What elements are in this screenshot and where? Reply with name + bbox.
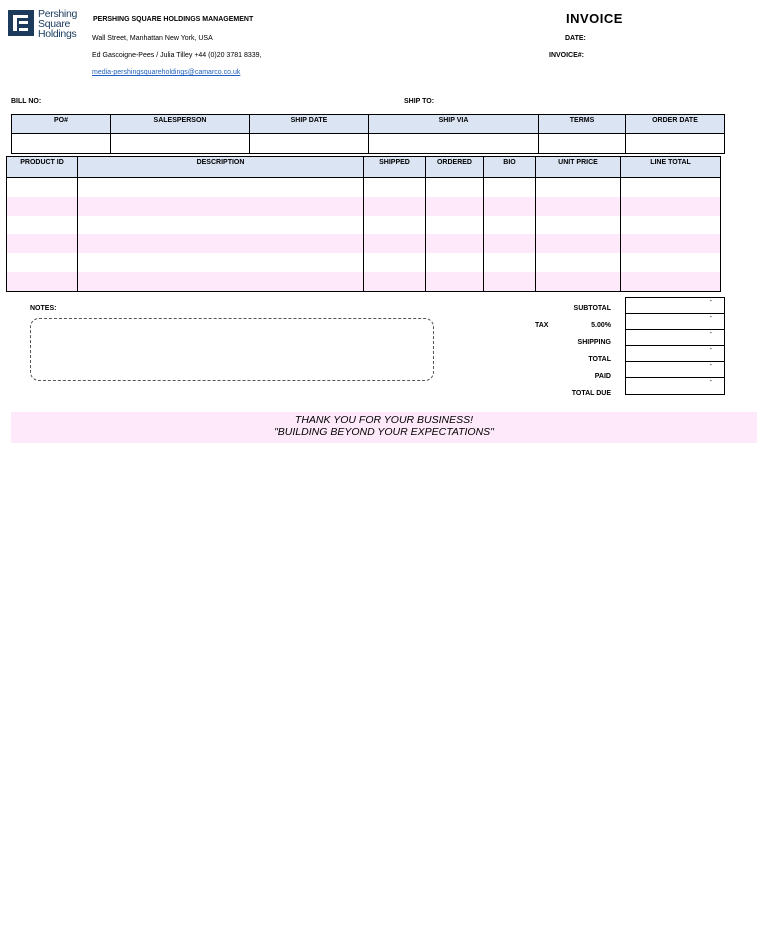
order-date-header: ORDER DATE bbox=[626, 115, 725, 134]
total-value[interactable]: - bbox=[626, 346, 724, 362]
ship-via-header: SHIP VIA bbox=[369, 115, 539, 134]
table-cell[interactable] bbox=[484, 178, 536, 197]
paid-value[interactable]: - bbox=[626, 362, 724, 378]
summary-values-box bbox=[625, 297, 725, 395]
bill-to-label: BILL NO: bbox=[11, 98, 42, 105]
subtotal-value[interactable]: - bbox=[626, 298, 724, 314]
table-cell[interactable] bbox=[7, 216, 78, 235]
salesperson-cell[interactable] bbox=[111, 134, 250, 154]
slogan-line: "BUILDING BEYOND YOUR EXPECTATIONS" bbox=[274, 426, 494, 438]
terms-header: TERMS bbox=[539, 115, 626, 134]
ship-via-cell[interactable] bbox=[369, 134, 539, 154]
table-cell[interactable] bbox=[364, 253, 426, 272]
line-total-header: LINE TOTAL bbox=[621, 157, 721, 178]
table-cell[interactable] bbox=[78, 216, 364, 235]
table-row bbox=[7, 234, 721, 253]
table-cell[interactable] bbox=[426, 234, 484, 253]
table-cell[interactable] bbox=[536, 197, 621, 216]
description-header: DESCRIPTION bbox=[78, 157, 364, 178]
thank-you-line: THANK YOU FOR YOUR BUSINESS! bbox=[294, 414, 474, 426]
table-cell[interactable] bbox=[78, 234, 364, 253]
company-address: Wall Street, Manhattan New York, USA bbox=[92, 35, 213, 42]
table-cell[interactable] bbox=[621, 178, 721, 197]
table-cell[interactable] bbox=[484, 216, 536, 235]
company-contacts: Ed Gascoigne-Pees / Julia Tilley +44 (0)20 3781 8339, bbox=[92, 52, 262, 59]
table-cell[interactable] bbox=[484, 253, 536, 272]
table-cell[interactable] bbox=[536, 216, 621, 235]
table-cell[interactable] bbox=[7, 253, 78, 272]
table-cell[interactable] bbox=[7, 178, 78, 197]
table-row bbox=[7, 178, 721, 197]
table-cell[interactable] bbox=[426, 272, 484, 291]
total-due-label: TOTAL DUE bbox=[571, 390, 611, 397]
total-due-value[interactable]: - bbox=[709, 378, 712, 385]
line-items-table bbox=[6, 156, 721, 292]
table-cell[interactable] bbox=[7, 197, 78, 216]
unit-price-header: UNIT PRICE bbox=[536, 157, 621, 178]
ship-to-label: SHIP TO: bbox=[404, 98, 435, 105]
table-cell[interactable] bbox=[621, 272, 721, 291]
shipped-header: SHIPPED bbox=[364, 157, 426, 178]
ordered-header: ORDERED bbox=[426, 157, 484, 178]
table-cell[interactable] bbox=[364, 178, 426, 197]
thank-you-banner bbox=[11, 412, 757, 443]
order-date-cell[interactable] bbox=[626, 134, 725, 154]
table-row bbox=[7, 197, 721, 216]
table-cell[interactable] bbox=[364, 272, 426, 291]
po-cell[interactable] bbox=[12, 134, 111, 154]
product-id-header: PRODUCT ID bbox=[7, 157, 78, 178]
company-name: PERSHING SQUARE HOLDINGS MANAGEMENT bbox=[93, 16, 254, 23]
table-cell[interactable] bbox=[621, 216, 721, 235]
table-cell[interactable] bbox=[536, 178, 621, 197]
terms-cell[interactable] bbox=[539, 134, 626, 154]
notes-label: NOTES: bbox=[30, 305, 57, 312]
tax-label: TAX bbox=[535, 322, 549, 329]
company-logo-text: Pershing Square Holdings bbox=[38, 8, 78, 40]
table-row bbox=[7, 216, 721, 235]
invoice-number-label: INVOICE#: bbox=[549, 52, 585, 59]
table-cell[interactable] bbox=[78, 197, 364, 216]
tax-value[interactable]: - bbox=[626, 314, 724, 330]
table-cell[interactable] bbox=[364, 216, 426, 235]
subtotal-label: SUBTOTAL bbox=[573, 305, 611, 312]
table-cell[interactable] bbox=[621, 253, 721, 272]
table-cell[interactable] bbox=[364, 234, 426, 253]
company-logo-mark bbox=[8, 10, 34, 36]
po-header: PO# bbox=[12, 115, 111, 134]
tax-rate: 5.00% bbox=[591, 322, 611, 329]
date-label: DATE: bbox=[565, 35, 586, 42]
table-cell[interactable] bbox=[78, 272, 364, 291]
table-cell[interactable] bbox=[78, 253, 364, 272]
table-cell[interactable] bbox=[426, 216, 484, 235]
table-row bbox=[7, 253, 721, 272]
order-info-table bbox=[11, 114, 725, 154]
order-info-value-row bbox=[12, 134, 725, 154]
table-cell[interactable] bbox=[536, 272, 621, 291]
line-items-header-row bbox=[7, 157, 721, 178]
notes-field[interactable] bbox=[30, 318, 434, 381]
ship-date-header: SHIP DATE bbox=[250, 115, 369, 134]
shipping-label: SHIPPING bbox=[577, 339, 611, 346]
table-cell[interactable] bbox=[536, 253, 621, 272]
table-cell[interactable] bbox=[426, 178, 484, 197]
salesperson-header: SALESPERSON bbox=[111, 115, 250, 134]
table-cell[interactable] bbox=[484, 197, 536, 216]
shipping-value[interactable]: - bbox=[626, 330, 724, 346]
table-cell[interactable] bbox=[426, 197, 484, 216]
table-cell[interactable] bbox=[536, 234, 621, 253]
table-row bbox=[7, 272, 721, 291]
table-cell[interactable] bbox=[621, 234, 721, 253]
table-cell[interactable] bbox=[484, 234, 536, 253]
order-info-header-row bbox=[12, 115, 725, 134]
table-cell[interactable] bbox=[78, 178, 364, 197]
ship-date-cell[interactable] bbox=[250, 134, 369, 154]
total-label: TOTAL bbox=[588, 356, 611, 363]
table-cell[interactable] bbox=[7, 234, 78, 253]
company-email-link[interactable]: media-pershingsquareholdings@camarco.co.uk bbox=[92, 69, 241, 76]
table-cell[interactable] bbox=[7, 272, 78, 291]
bio-header: BIO bbox=[484, 157, 536, 178]
invoice-title: INVOICE bbox=[566, 11, 623, 26]
paid-label: PAID bbox=[594, 373, 611, 380]
table-cell[interactable] bbox=[364, 197, 426, 216]
table-cell[interactable] bbox=[484, 272, 536, 291]
table-cell[interactable] bbox=[426, 253, 484, 272]
table-cell[interactable] bbox=[621, 197, 721, 216]
